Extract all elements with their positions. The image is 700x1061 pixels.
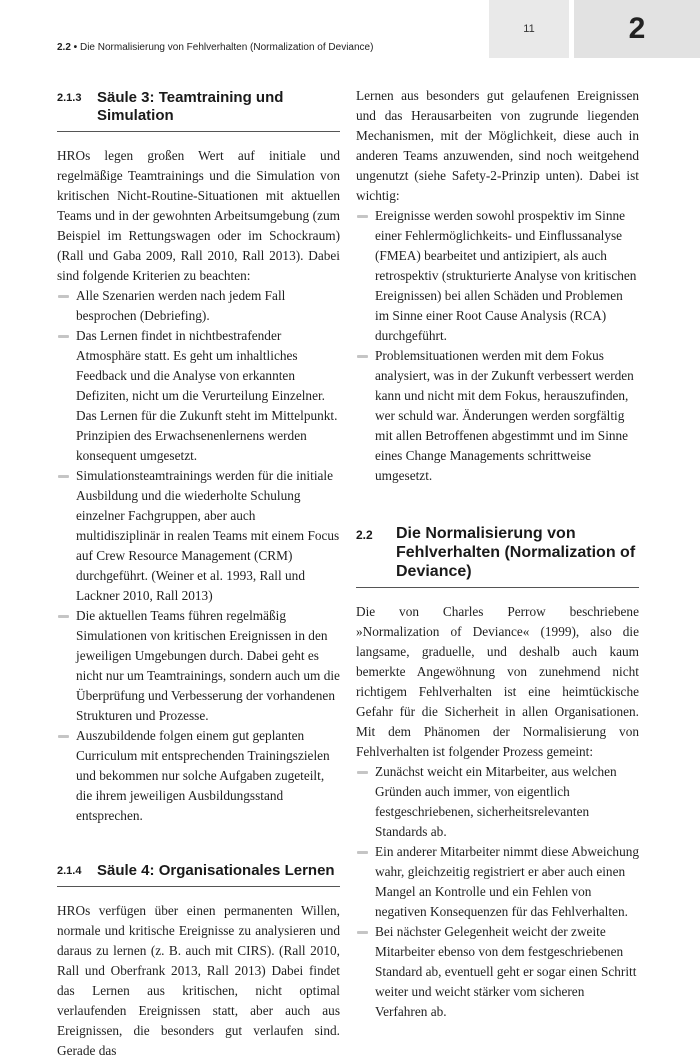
list-item-text: Ereignisse werden sowohl prospektiv im Sinne einer Fehlermöglichkeits- und Einflussanalyse (FMEA) bearbeitet und antizipiert, als auch retrospektiv (strukturierte Analyse von kritischen Ereignissen) bei allen Schäden und Problemen im Sinne einer Root Cause Analysis (RCA) durchgeführt. <box>375 208 637 343</box>
bullet-dash-icon <box>58 295 69 298</box>
bullet-list-2-2 <box>356 762 639 1022</box>
bullet-dash-icon <box>58 735 69 738</box>
bullet-list-2-1-4 <box>356 206 639 486</box>
list-item-text: Problemsituationen werden mit dem Fokus analysiert, was in der Zukunft verbessert werden kann und nicht mit dem Fokus, herauszufinden, wer schuld war. Änderungen werden sorgfältig mit allen Betroffenen abgestimmt und im Sinne eines Change Managements schrittweise umgesetzt. <box>375 348 634 483</box>
bullet-dash-icon <box>357 215 368 218</box>
bullet-dash-icon <box>58 475 69 478</box>
list-item-text: Die aktuellen Teams führen regelmäßig Simulationen von kritischen Ereignissen in den jeweiligen Umgebungen durch. Dabei geht es nicht nur um Teamtrainings, sondern auch um die Überprüfung und Verbesserung der vorhandenen Strukturen und Prozesse. <box>76 608 340 723</box>
bullet-dash-icon <box>357 771 368 774</box>
bullet-dash-icon <box>357 931 368 934</box>
bullet-dash-icon <box>58 335 69 338</box>
heading-2-1-3 <box>57 89 340 132</box>
heading-number: 2.1.4 <box>57 865 82 877</box>
list-item-text: Ein anderer Mitarbeiter nimmt diese Abweichung wahr, gleichzeitig registriert er aber auch einen Mangel an Kontrolle und ein Fehlen von negativen Konsequenzen für das Fehlverhalten. <box>375 844 640 919</box>
list-item <box>57 726 340 826</box>
paragraph-2-2-intro: Die von Charles Perrow beschriebene »Normalization of Deviance« (1999), also die langsame, graduelle, und deshalb auch kaum bemerkte Angewöhnung von zunehmend nicht richtigem Fehlverhalten ist eine heimtückische Gefahr für die Sicherheit in allen Organisationen. Mit dem Phänomen der Normalisierung von Fehlverhalten ist folgender Prozess gemeint: <box>356 604 639 759</box>
heading-number: 2.1.3 <box>57 92 82 104</box>
list-item-text: Simulationsteamtrainings werden für die initiale Ausbildung und die wiederholte Schulung einzelner Fachgruppen, aber auch multidisziplinär in realen Teams mit einem Focus auf Crew Resource Management (CRM) durchgeführt. (Weiner et al. 1993, Rall und Lackner 2010, Rall 2013) <box>76 468 340 603</box>
chapter-number: 2 <box>574 0 700 58</box>
heading-2-1-4 <box>57 862 340 887</box>
heading-number: 2.2 <box>356 528 373 542</box>
list-item-text: Das Lernen findet in nichtbestrafender Atmosphäre statt. Es geht um inhaltliches Feedback und die Analyse von erkannten Defiziten, nicht um die Verurteilung Einzelner. Das Lernen für die Zukunft steht im Mittelpunkt. Prinzipien des Erwachsenenlernens werden konsequent umgesetzt. <box>76 328 338 463</box>
list-item <box>356 206 639 346</box>
list-item <box>57 606 340 726</box>
list-item <box>57 466 340 606</box>
list-item <box>356 922 639 1022</box>
list-item-text: Auszubildende folgen einem gut geplanten Curriculum mit entsprechenden Trainingszielen und bekommen nur solche Aufgaben zugeteilt, die ihrem jeweiligen Ausbildungsstand entsprechen. <box>76 728 330 823</box>
running-head-number: 2.2 • <box>57 42 78 53</box>
list-item <box>356 346 639 486</box>
paragraph-2-1-4-continued: Lernen aus besonders gut gelaufenen Ereignissen und das Herausarbeiten von zugrunde liegenden Mechanismen, mit der Möglichkeit, diese auch in anderen Teams anzuwenden, sind noch weitgehend ungenutzt (siehe Safety-2-Prinzip unten). Dabei ist wichtig: <box>356 88 639 203</box>
list-item-text: Bei nächster Gelegenheit weicht der zweite Mitarbeiter ebenso von dem festgeschriebenen Standard ab, eventuell geht er sogar einen Schritt weiter und weicht stärker vom sicheren Verfahren ab. <box>375 924 637 1019</box>
bullet-dash-icon <box>357 851 368 854</box>
paragraph-2-1-3-intro: HROs legen großen Wert auf initiale und regelmäßige Teamtrainings und die Simulation von kritischen Nicht-Routine-Situationen mit aktuellen Teams und in der gewohnten Arbeitsumgebung (zum Beispiel im Rettungswagen oder im Schockraum) (Rall und Gaba 2009, Rall 2010, Rall 2013). Dabei sind folgende Kriterien zu beachten: <box>57 148 340 283</box>
list-item-text: Zunächst weicht ein Mitarbeiter, aus welchen Gründen auch immer, von eigentlich festgeschriebenen, sicherheitsrelevanten Standards ab. <box>375 764 617 839</box>
running-head <box>57 42 373 53</box>
list-item <box>57 286 340 326</box>
list-item <box>356 842 639 922</box>
list-item <box>57 326 340 466</box>
bullet-dash-icon <box>58 615 69 618</box>
page-number: 11 <box>489 0 569 58</box>
right-column <box>356 86 639 1022</box>
heading-2-2 <box>356 524 639 588</box>
running-head-title: Die Normalisierung von Fehlverhalten (Normalization of Deviance) <box>79 42 374 53</box>
paragraph-2-1-4: HROs verfügen über einen permanenten Willen, normale und kritische Ereignisse zu analysieren und daraus zu lernen (z. B. auch mit CIRS). (Rall 2010, Rall und Oberfrank 2013, Rall 2013) Dabei findet das Lernen aus kritischen, nicht optimal verlaufenden Ereignissen statt, aber auch aus Ereignissen, die besonders gut verlaufen sind. Gerade das <box>57 903 340 1058</box>
heading-title: Säule 4: Organisationales Lernen <box>97 862 335 879</box>
bullet-dash-icon <box>357 355 368 358</box>
list-item <box>356 762 639 842</box>
heading-title: Säule 3: Teamtraining und Simulation <box>97 89 284 124</box>
heading-title: Die Normalisierung von Fehlverhalten (Normalization of Deviance) <box>396 525 636 580</box>
bullet-list-2-1-3 <box>57 286 340 826</box>
left-column <box>57 89 340 1061</box>
list-item-text: Alle Szenarien werden nach jedem Fall besprochen (Debriefing). <box>76 288 286 323</box>
